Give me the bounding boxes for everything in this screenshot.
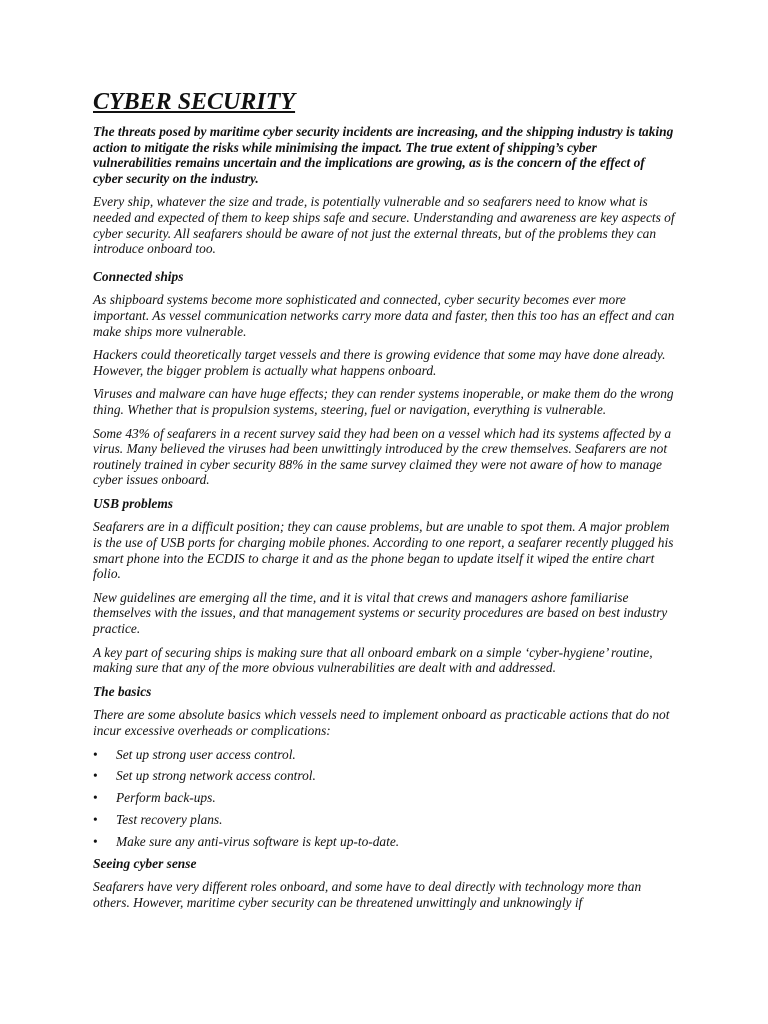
list-item bbox=[93, 747, 675, 763]
document-title: CYBER SECURITY bbox=[93, 89, 296, 115]
list-item-text: Test recovery plans. bbox=[116, 811, 223, 827]
section-heading-usb-problems: USB problems bbox=[93, 495, 173, 511]
cybersense-paragraph-1: Seafarers have very different roles onboard, and some have to deal directly with technology more than others. However, maritime cyber security can be threatened unwittingly and unknowingly if bbox=[93, 879, 642, 910]
bullet-icon: • bbox=[93, 790, 98, 806]
usb-paragraph-1: Seafarers are in a difficult position; they can cause problems, but are unable to spot them. A major problem is the use of USB ports for charging mobile phones. According to one report, a seafarer recently plugged his smart phone into the ECDIS to charge it and as the phone began to update itself it wiped the entire chart folio. bbox=[93, 519, 674, 582]
bullet-icon: • bbox=[93, 768, 98, 784]
connected-paragraph-3: Viruses and malware can have huge effects; they can render systems inoperable, or make them do the wrong thing. Whether that is propulsion systems, steering, fuel or navigation, everything is vulnerable. bbox=[93, 386, 674, 417]
connected-paragraph-1: As shipboard systems become more sophisticated and connected, cyber security becomes ever more important. As vessel communication networks carry more data and faster, then this too has an effect and can make ships more vulnerable. bbox=[93, 292, 675, 339]
bullet-icon: • bbox=[93, 746, 98, 762]
intro-paragraph: Every ship, whatever the size and trade, is potentially vulnerable and so seafarers need to know what is needed and expected of them to keep ships safe and secure. Understanding and awareness are key aspects of cyber security. All seafarers should be aware of not just the external threats, but of the problems they can introduce onboard too. bbox=[93, 194, 675, 257]
intro-bold-paragraph: The threats posed by maritime cyber security incidents are increasing, and the shipping industry is taking action to mitigate the risks while minimising the impact. The true extent of shipping’s cyber vulnerabilities remains uncertain and the implications are growing, as is the concern of the effect of cyber security on the industry. bbox=[93, 124, 674, 186]
list-item-text: Perform back-ups. bbox=[116, 790, 216, 806]
connected-paragraph-2: Hackers could theoretically target vessels and there is growing evidence that some may have done already. However, the bigger problem is actually what happens onboard. bbox=[93, 347, 666, 378]
list-item-text: Make sure any anti-virus software is kept up-to-date. bbox=[116, 833, 400, 849]
document-page bbox=[93, 88, 675, 918]
section-heading-the-basics: The basics bbox=[93, 683, 152, 699]
list-item-text: Set up strong user access control. bbox=[116, 746, 296, 762]
bullet-icon: • bbox=[93, 811, 98, 827]
connected-paragraph-4: Some 43% of seafarers in a recent survey said they had been on a vessel which had its systems affected by a virus. Many believed the viruses had been unwittingly introduced by the crew themselves. Seafarers are not routinely trained in cyber security 88% in the same survey claimed they were not aware of how to manage cyber issues onboard. bbox=[93, 425, 672, 488]
usb-paragraph-3: A key part of securing ships is making sure that all onboard embark on a simple ‘cyber-hygiene’ routine, making sure that any of the more obvious vulnerabilities are dealt with and addressed. bbox=[93, 644, 653, 676]
section-heading-connected-ships: Connected ships bbox=[93, 268, 184, 284]
basics-paragraph-1: There are some absolute basics which vessels need to implement onboard as practicable actions that do not incur excessive overheads or complications: bbox=[93, 707, 670, 738]
list-item-text: Set up strong network access control. bbox=[116, 768, 316, 784]
list-item bbox=[93, 812, 675, 828]
basics-bullet-list bbox=[93, 747, 675, 850]
list-item bbox=[93, 834, 675, 850]
list-item bbox=[93, 768, 675, 784]
section-heading-seeing-cyber-sense: Seeing cyber sense bbox=[93, 855, 197, 871]
list-item bbox=[93, 790, 675, 806]
bullet-icon: • bbox=[93, 833, 98, 849]
usb-paragraph-2: New guidelines are emerging all the time, and it is vital that crews and managers ashore familiarise themselves with the issues, and that management systems or security procedures are based on best industry practice. bbox=[93, 589, 668, 637]
